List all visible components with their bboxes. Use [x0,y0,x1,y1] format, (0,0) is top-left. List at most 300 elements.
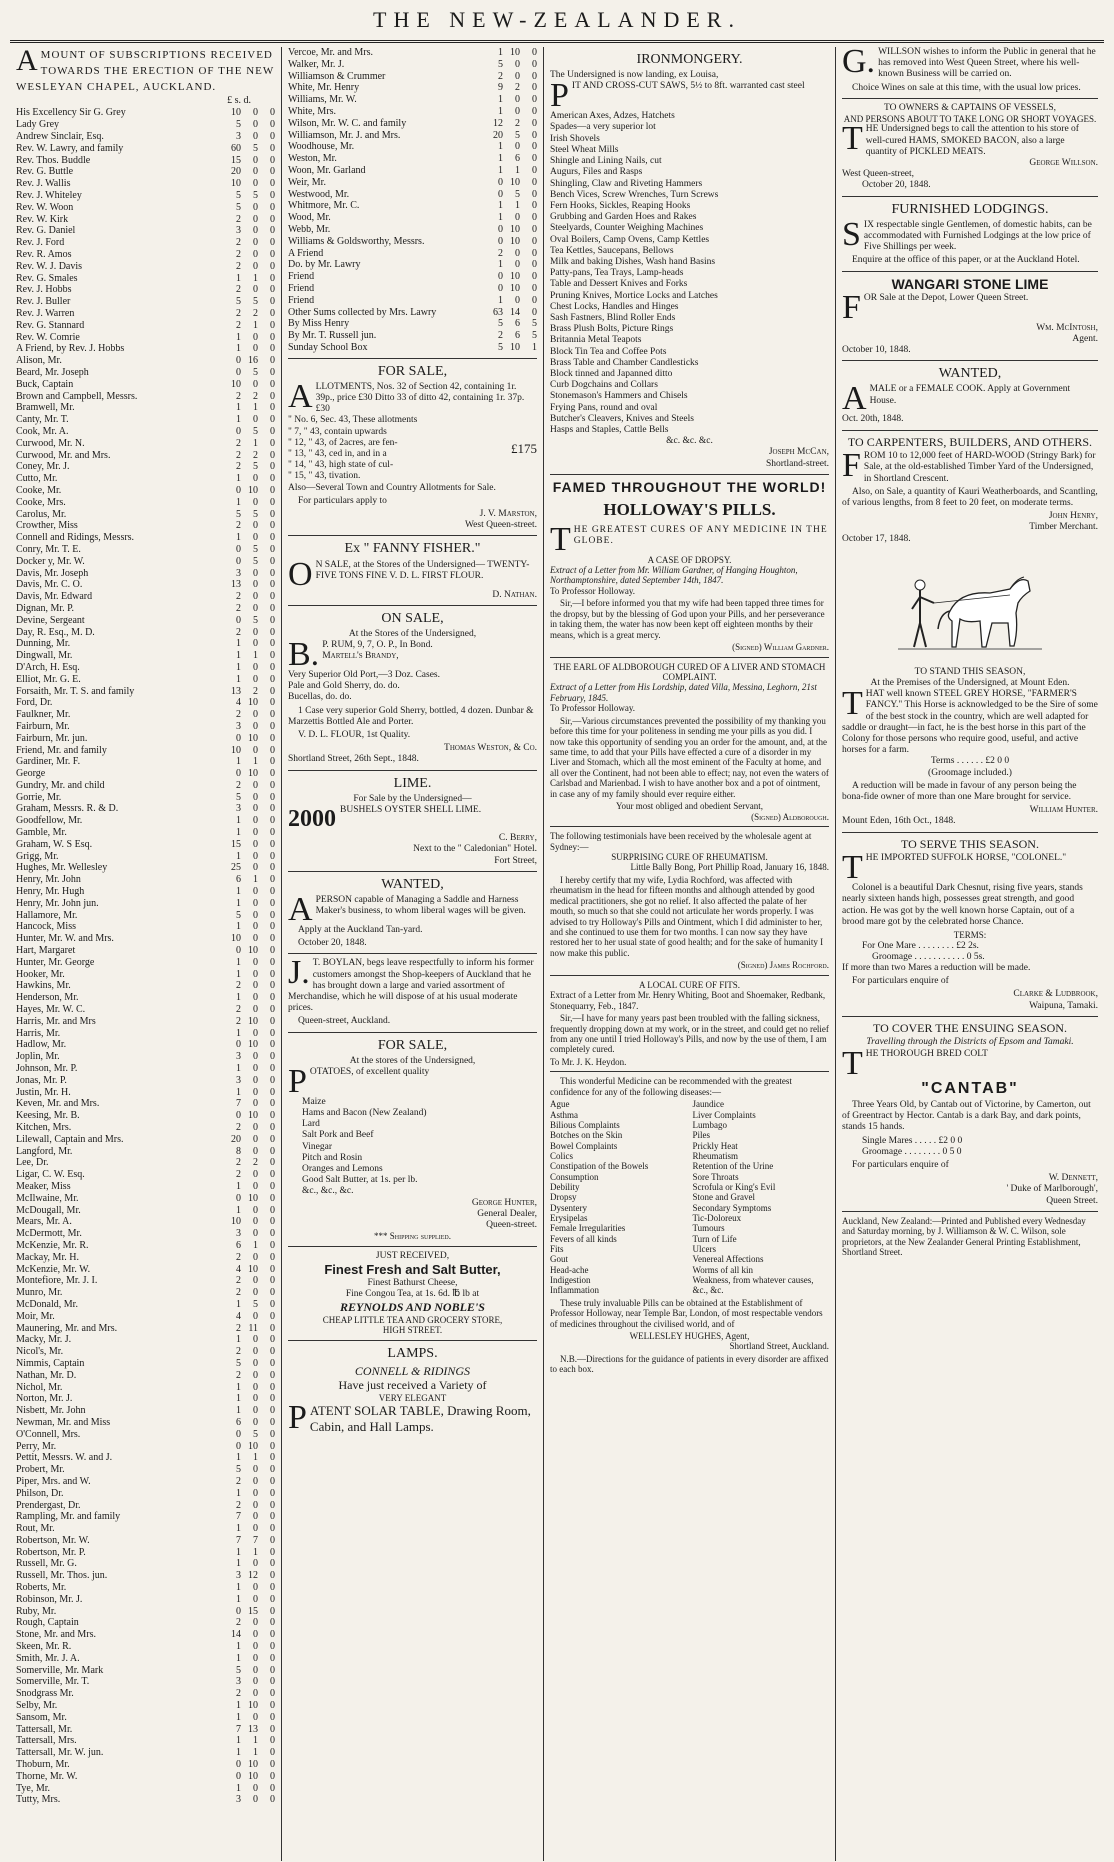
subscriber-row [16,1098,275,1110]
pounds: 13 [231,685,241,697]
pence: 0 [270,1723,275,1735]
subscriber-name: Grigg, Mr. [16,850,59,862]
subscriber-name: Harris, Mr. [16,1027,61,1039]
ad-text: Finest Bathurst Cheese, [367,1277,458,1288]
pence: 0 [270,1452,275,1464]
subscriber-name: Dingwall, Mr. [16,650,73,662]
subscriptions-heading [16,47,275,95]
ad-text: ROM 10 to 12,000 feet of HARD-WOOD (Stringy Bark) for Sale, at the old-established Timber Yard of the Undersigned, in Shortland Crescent. [863,451,1096,484]
subscriber-name: Coney, Mr. J. [16,461,70,473]
subscriber-name: Harris, Mr. and Mrs [16,1015,96,1027]
subscriber-name: Friend, Mr. and family [16,744,107,756]
subscriber-row [16,308,275,320]
shillings: 0 [253,968,258,980]
ailment-item: Tumours [692,1223,725,1234]
pence: 0 [532,212,537,224]
list-item: Hams and Bacon (New Zealand) [302,1108,427,1119]
subscriber-name: Somerville, Mr. T. [16,1676,90,1688]
subscriber-row [16,733,275,745]
pence: 0 [270,119,275,131]
pounds: 14 [231,1629,241,1641]
subscriber-row [16,1747,275,1759]
pounds: 0 [236,1039,241,1051]
pounds: 2 [236,1688,241,1700]
pounds: 20 [231,166,241,178]
ad-address: Queen-street, Auckland. [298,1016,391,1027]
stud-terms: Single Mares . . . . . £2 0 0 [862,1135,963,1146]
ailment-item: Head-ache [550,1264,589,1275]
allotment-line: " 12, " 43, of 2acres, are fen- [288,437,398,448]
subscriber-name: Keven, Mr. and Mrs. [16,1098,100,1110]
subscriber-row [16,532,275,544]
shop-subtitle: CHEAP LITTLE TEA AND GROCERY STORE, [322,1314,503,1325]
subscriber-name: McIlwaine, Mr. [16,1192,79,1204]
pence: 0 [270,768,275,780]
subscriber-name: Rev. W. Kirk [16,213,69,225]
pounds: 2 [498,70,503,82]
pounds: 1 [236,402,241,414]
subscriber-row [288,330,537,342]
stud-terms-note: (Groomage included.) [928,767,1012,778]
subscriber-name: Docker y, Mr. W. [16,555,85,567]
shillings: 12 [248,1570,258,1582]
allotment-line: " 15, " 43, tivation. [288,471,361,482]
subscriber-row [16,1028,275,1040]
ad-text: LLOTMENTS, Nos. 32 of Section 42, containing 1r. 39p., price £30 Ditto 33 of ditto 42, containing 1r. 37p. £30 [315,381,525,415]
pounds: 1 [236,1086,241,1098]
subscriber-row [16,945,275,957]
pence: 0 [270,862,275,874]
pence: 0 [270,1428,275,1440]
subscriber-name: Henderson, Mr. [16,992,79,1004]
subscriber-name: Hadlow, Mr. [16,1039,67,1051]
shillings: 0 [253,1027,258,1039]
saddle-wanted-ad [288,876,537,949]
drop-cap: P [550,77,569,115]
shillings: 10 [248,1015,258,1027]
ailment-item: Worms of all kin [692,1264,754,1275]
shillings: 0 [253,744,258,756]
subscriber-row [16,367,275,379]
subscriber-name: Rev. J. Ford [16,237,65,249]
pounds: 1 [236,1558,241,1570]
subscriber-row [16,202,275,214]
subscriber-row [288,236,537,248]
subscriber-row [16,1334,275,1346]
pence: 1 [532,341,537,353]
subscriber-row [16,1488,275,1500]
pounds: 4 [236,697,241,709]
pence: 0 [270,1416,275,1428]
pence: 0 [532,306,537,318]
pounds: 3 [236,1051,241,1063]
subscriber-row [16,332,275,344]
shillings: 0 [253,343,258,355]
subscriber-row [16,1157,275,1169]
subscriber-name: Curwood, Mr. N. [16,437,85,449]
pence: 0 [270,980,275,992]
drop-cap: G. [842,47,876,80]
shillings: 0 [253,225,258,237]
pence: 0 [270,1664,275,1676]
subscriber-name: Rev. G. Smales [16,272,78,284]
shillings: 0 [253,131,258,143]
subscriber-name: Rev. G. Buttle [16,166,74,178]
subscriber-name: Webb, Mr. [288,223,331,235]
subscriber-row [16,721,275,733]
shillings: 0 [515,58,520,70]
subscriber-name: By Mr. T. Russell jun. [288,330,377,342]
subscriber-name: Stone, Mr. and Mrs. [16,1629,96,1641]
ailment-item: Fevers of all kinds [550,1233,617,1244]
pence: 0 [270,685,275,697]
pence: 0 [270,1582,275,1594]
pounds: 0 [236,543,241,555]
shillings: 0 [253,1582,258,1594]
shillings: 0 [253,1688,258,1700]
shillings: 2 [253,685,258,697]
pounds: 2 [236,626,241,638]
ailment-item: Inflammation [550,1285,599,1296]
ailments-right [693,1099,830,1296]
pounds: 9 [498,82,503,94]
signature-address: Fort Street, [494,855,537,866]
subscriber-name: His Excellency Sir G. Grey [16,107,126,119]
shillings: 0 [253,579,258,591]
subscriber-name: Rev. W. J. Davis [16,260,83,272]
subscriber-row [288,259,537,271]
subscriber-name: Graham, Messrs. R. & D. [16,803,119,815]
list-item: Augurs, Files and Rasps [550,167,643,178]
shillings: 0 [253,1004,258,1016]
subscriber-row [288,82,537,94]
subscriber-name: Perry, Mr. [16,1440,57,1452]
pounds: 2 [236,709,241,721]
pence: 0 [270,779,275,791]
signature: J. V. Marston, [479,509,537,520]
subscriber-row [16,1051,275,1063]
shillings: 0 [253,249,258,261]
subscriber-name: Hallamore, Mr. [16,909,78,921]
horse-name: "CANTAB" [921,1079,1019,1097]
subscriber-row [16,1688,275,1700]
pence: 0 [270,1629,275,1641]
list-item: Frying Pans, round and oval [550,402,658,413]
subscriber-row [288,71,537,83]
subscriber-row [16,910,275,922]
pounds: 2 [236,461,241,473]
pence: 0 [270,1051,275,1063]
subscriber-name: Henry, Mr. John jun. [16,897,99,909]
subscriber-row [16,933,275,945]
pence: 0 [270,945,275,957]
ad-subheading: For Sale by the Undersigned— [353,793,472,804]
pence: 0 [270,1346,275,1358]
ad-text: HE IMPORTED SUFFOLK HORSE, "COLONEL." [865,853,1067,864]
subscriber-row [16,886,275,898]
subscriber-row [16,792,275,804]
subscriber-name: Munro, Mr. [16,1287,63,1299]
subscriber-name: Ligar, C. W. Esq. [16,1169,85,1181]
shillings: 0 [253,992,258,1004]
shillings: 0 [253,862,258,874]
shillings: 0 [253,709,258,721]
shillings: 0 [253,850,258,862]
subscriber-row [288,200,537,212]
pounds: 1 [236,1405,241,1417]
subscriber-name: Johnson, Mr. P. [16,1063,78,1075]
shillings: 1 [253,1452,258,1464]
subscriber-name: Skeen, Mr. R. [16,1641,72,1653]
subscriber-name: Friend [288,294,315,306]
pence: 0 [270,1770,275,1782]
pounds: 1 [236,1180,241,1192]
shillings: 0 [253,1381,258,1393]
pence: 0 [270,190,275,202]
shillings: 5 [253,461,258,473]
pence: 0 [270,838,275,850]
pounds: 2 [236,284,241,296]
pence: 0 [270,874,275,886]
pounds: 3 [236,720,241,732]
pence: 0 [270,1157,275,1169]
ad-heading: FOR SALE, [377,1037,448,1053]
shillings: 0 [515,105,520,117]
pounds: 10 [231,1216,241,1228]
subscriber-name: Westwood, Mr. [288,188,350,200]
subscriber-name: Hunter, Mr. George [16,956,95,968]
subscriber-name: Tattersall, Mr. [16,1723,73,1735]
pounds: 2 [236,980,241,992]
pounds: 7 [236,1511,241,1523]
subscriber-row [16,803,275,815]
ailment-item: Sore Throats [692,1171,739,1182]
shillings: 0 [253,1405,258,1417]
shillings: 1 [515,200,520,212]
subscriber-name: Prendergast, Dr. [16,1499,81,1511]
drop-cap: T [550,520,571,558]
subscriber-name: Henry, Mr. Hugh [16,886,85,898]
pounds: 2 [236,1122,241,1133]
pounds: 1 [236,1063,241,1075]
pounds: 1 [236,921,241,933]
ad-text: Three Years Old, by Cantab out of Victorine, by Camerton, out of Greentract by Hector. Cantab is a dark Bay, and dark points, stands 15 hands. [842,1100,1091,1133]
pounds: 6 [236,874,241,886]
subscriber-row [288,47,537,59]
shillings: 0 [253,897,258,909]
subscriber-name: Rev. W. Comrie [16,331,80,343]
ad-subheading: Travelling through the Districts of Epsom and Tamaki. [866,1037,1074,1048]
case-body: I hereby certify that my wife, Lydia Rochford, was affected with rheumatism in the head for fifteen months and although attended by good medical practitioners, she got no relief. It also affected the palate of her mouth, so much so that she could not articulate her words properly. I was advised to try Holloway's Pills and Ointment, which I did administer to her, and she continued to use them for two months. I can now say they have restored her to her usual state of good health; and for the sake of humanity I now make this public. [550,874,824,958]
subscriber-row [16,544,275,556]
shillings: 0 [253,1523,258,1535]
ad-text: Also—Several Town and Country Allotments for Sale. [288,482,496,493]
subscriber-row [288,283,537,295]
ad-text: Apply at the Auckland Tan-yard. [298,924,423,935]
list-item: Salt Pork and Beef [302,1130,374,1141]
ad-text: VERY ELEGANT [378,1392,447,1403]
pounds: 2 [236,319,241,331]
pence: 0 [270,414,275,426]
potatoes-ad [288,1037,537,1242]
ailment-item: Female Irregularities [550,1223,626,1234]
pounds: 3 [236,1570,241,1582]
shillings: 5 [253,614,258,626]
pounds: 1 [498,105,503,117]
pence: 0 [270,956,275,968]
pounds: 1 [236,850,241,862]
shillings: 0 [253,1369,258,1381]
subscriber-row [16,1712,275,1724]
ailment-item: Jaundice [692,1099,724,1110]
subscriber-name: Fairburn, Mr. [16,720,70,732]
subscriber-row [16,143,275,155]
subscriber-name: Joplin, Mr. [16,1051,60,1063]
pounds: 10 [231,744,241,756]
pounds: 0 [498,282,503,294]
pounds: 1 [236,1452,241,1464]
pounds: 5 [236,909,241,921]
ad-text: If more than two Mares a reduction will be made. [842,962,1031,973]
subscriber-name: Carolus, Mr. [16,508,67,520]
pence: 0 [270,225,275,237]
pence: 0 [270,213,275,225]
shillings: 0 [253,1122,258,1133]
ad-address: West Queen-street, [842,169,915,180]
pounds: 2 [236,237,241,249]
subscriber-name: Jonas, Mr. P. [16,1074,67,1086]
pounds: 0 [498,223,503,235]
subscriber-row [16,1110,275,1122]
pence: 0 [270,343,275,355]
drop-cap: P [288,1399,307,1437]
subscriber-name: Curwood, Mr. and Mrs. [16,449,111,461]
subscriber-row [16,414,275,426]
pence: 0 [270,579,275,591]
list-item: Hasps and Staples, Cattle Bells [550,424,669,435]
pounds: 2 [236,779,241,791]
pounds: 7 [236,1098,241,1110]
ad-text: V. D. L. FLOUR, 1st Quality. [298,730,411,741]
shillings: 0 [253,803,258,815]
pounds: 1 [236,1700,241,1712]
pounds: 1 [236,992,241,1004]
ad-text: WILLSON wishes to inform the Public in general that he has removed into West Queen Street, where his well-known Business will be carried on. [878,47,1096,80]
pounds: 0 [236,1110,241,1122]
pounds: 1 [236,1334,241,1346]
pounds: 1 [236,756,241,768]
pounds: 2 [236,249,241,261]
pounds: 2 [236,1617,241,1629]
shillings: 0 [253,154,258,166]
subscriber-name: Robinson, Mr. J. [16,1593,83,1605]
subscriber-name: Thorne, Mr. W. [16,1770,78,1782]
list-item: Steelyards, Counter Weighing Machines [550,223,704,234]
ad-text: Fine Congou Tea, at 1s. 6d. ℔ lb at [345,1288,480,1299]
shillings: 0 [253,1393,258,1405]
pence: 0 [270,1605,275,1617]
subscriber-name: Goodfellow, Mr. [16,815,83,827]
signature: C. Berry, [498,833,537,844]
pence: 0 [270,284,275,296]
pence: 0 [270,827,275,839]
drop-cap: P [288,1062,307,1100]
subscriber-row [16,1358,275,1370]
pence: 0 [270,1027,275,1039]
ad-text: 1 Case very superior Gold Sherry, bottled, 4 dozen. Dunbar & Marzettis Bottled Ale and Porter. [288,705,534,727]
pence: 0 [270,249,275,261]
pence: 0 [270,1759,275,1771]
subscriber-name: Walker, Mr. J. [288,58,345,70]
subscriber-name: Davis, Mr. Edward [16,591,93,603]
pounds: 1 [236,815,241,827]
subscriber-name: White, Mrs. [288,105,337,117]
subscriber-name: Maunering, Mr. and Mrs. [16,1322,118,1334]
lime-ad [288,775,537,867]
pence: 0 [270,402,275,414]
subscriber-name: Do. by Mr. Lawry [288,259,361,271]
signature: (Signed) William Gardner. [732,642,829,653]
pence: 0 [270,591,275,603]
subscriber-row [16,214,275,226]
shillings: 0 [253,1051,258,1063]
pence: 0 [270,897,275,909]
ailment-item: Indigestion [550,1275,591,1285]
flour-ad [288,540,537,600]
subscriber-row [16,426,275,438]
pounds: 1 [236,1582,241,1594]
shillings: 0 [253,1416,258,1428]
pounds: 60 [231,142,241,154]
horse-and-groom-illustration [890,551,1050,661]
willson-ad [842,47,1098,94]
shillings: 0 [253,1558,258,1570]
shillings: 10 [248,768,258,780]
shillings: 0 [253,1511,258,1523]
pounds: 1 [236,661,241,673]
subscriber-row [288,212,537,224]
shillings: 0 [253,1334,258,1346]
shillings: 0 [253,602,258,614]
subscriber-row [16,1193,275,1205]
ad-text: HE THOROUGH BRED COLT [865,1048,988,1059]
shillings: 6 [515,330,520,342]
shillings: 0 [253,1641,258,1653]
currency-header: £ s. d. [227,95,251,107]
list-item: Oranges and Lemons [302,1164,383,1175]
pence: 0 [270,166,275,178]
subscriber-row [16,1582,275,1594]
shillings: 2 [253,308,258,320]
pence: 0 [270,378,275,390]
subscriber-row [16,1558,275,1570]
pence: 0 [270,1180,275,1192]
pounds: 63 [493,306,503,318]
shillings: 0 [515,94,520,106]
shillings: 1 [253,272,258,284]
pence: 0 [270,1711,275,1723]
signature: Thomas Weston, & Co. [444,743,537,754]
ironmongery-item-list [550,111,829,436]
shillings: 1 [253,650,258,662]
shillings: 0 [253,1287,258,1299]
subscriber-row [16,1676,275,1688]
pence: 0 [532,153,537,165]
shillings: 0 [253,909,258,921]
pounds: 1 [236,331,241,343]
pounds: 1 [236,1393,241,1405]
ailment-item: Fits [550,1243,564,1254]
